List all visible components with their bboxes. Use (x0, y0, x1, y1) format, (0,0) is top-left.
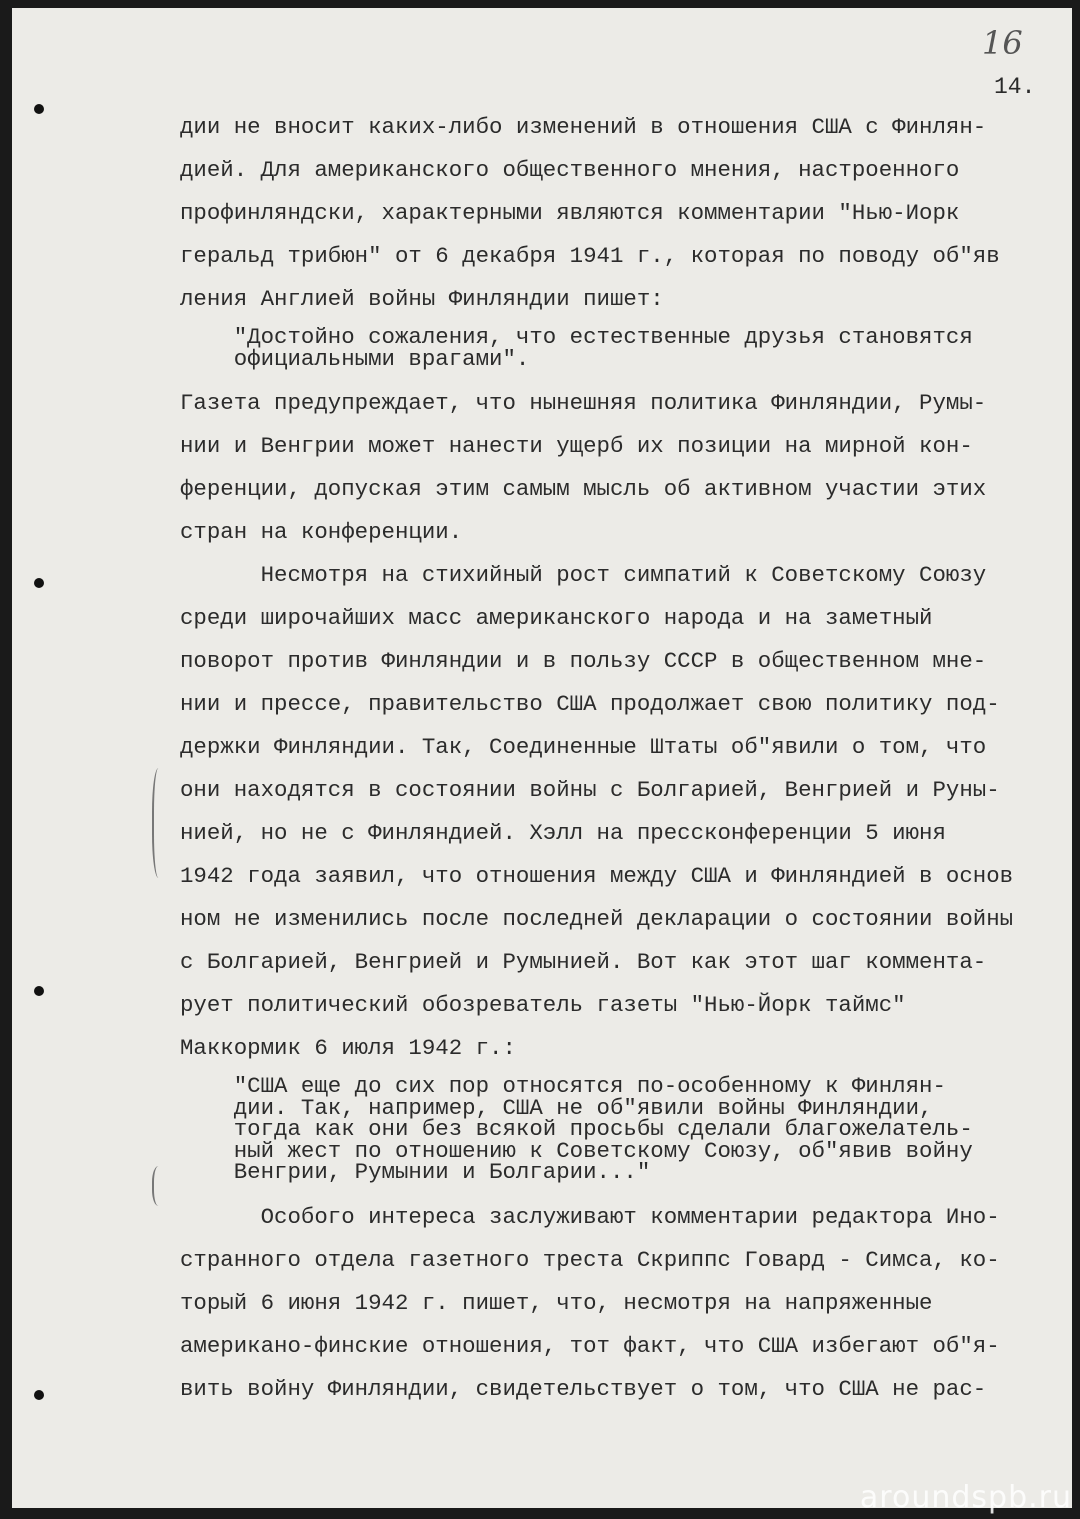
text-line: тогда как они без всякой просьбы сделали благожелатель- (180, 1116, 973, 1142)
punch-hole-icon (34, 1390, 44, 1400)
text-line: Венгрии, Румынии и Болгарии..." (180, 1159, 651, 1185)
text-line: ный жест по отношению к Советскому Союзу, об"явив войну (180, 1137, 973, 1164)
text-line: рует политический обозреватель газеты "Нью-Йорк таймс" (180, 992, 906, 1018)
text-line: среди широчайших масс американского народа и на заметный (180, 605, 933, 631)
text-line: они находятся в состоянии войны с Болгарией, Венгрией и Руны- (180, 777, 1000, 803)
text-line: "Достойно сожаления, что естественные друзья становятся (180, 324, 973, 350)
text-line: нии и прессе, правительство США продолжает свою политику под- (180, 691, 1000, 717)
punch-hole-icon (34, 986, 44, 996)
text-line: нией, но не с Финляндией. Хэлл на прессконференции 5 июня (180, 820, 946, 846)
text-line: ференции, допуская этим самым мысль об активном участии этих (180, 476, 987, 502)
page-number: 14. (994, 74, 1036, 100)
typed-body-text (180, 106, 1060, 1411)
punch-hole-icon (34, 104, 44, 114)
text-line: стран на конференции. (180, 519, 463, 545)
text-line: торый 6 июня 1942 г. пишет, что, несмотря на напряженные (180, 1289, 933, 1316)
text-line: Особого интереса заслуживают комментарии редактора Ино- (180, 1203, 1000, 1230)
text-line: официальными врагами". (180, 345, 530, 372)
text-line: вить войну Финляндии, свидетельствует о том, что США не рас- (180, 1375, 987, 1402)
margin-pencil-mark (152, 1166, 168, 1206)
handwritten-page-number: 16 (982, 24, 1023, 62)
margin-pencil-mark (152, 768, 168, 878)
text-line: дии. Так, например, США не об"явили войны Финляндии, (180, 1094, 933, 1121)
text-line: поворот против Финляндии и в пользу СССР в общественном мне- (180, 648, 987, 674)
text-line: геральд трибюн" от 6 декабря 1941 г., которая по поводу об"яв (180, 243, 1000, 269)
text-line: ления Англией войны Финляндии пишет: (180, 286, 664, 312)
text-line: 1942 года заявил, что отношения между США и Финляндией в основ (180, 863, 1014, 889)
text-line: "США еще до сих пор относятся по-особенному к Финлян- (180, 1073, 946, 1099)
punch-hole-icon (34, 578, 44, 588)
text-line: дии не вносит каких-либо изменений в отношения США с Финлян- (180, 114, 987, 140)
document-page (12, 8, 1072, 1508)
text-line: Маккормик 6 июля 1942 г.: (180, 1035, 516, 1061)
watermark: aroundspb.ru (859, 1480, 1072, 1515)
block-quote (180, 1073, 1060, 1185)
text-line: американо-финские отношения, тот факт, что США избегают об"я- (180, 1332, 1000, 1359)
text-line: ном не изменились после последней декларации о состоянии войны (180, 906, 1014, 932)
block-quote (180, 324, 1060, 372)
text-line: Несмотря на стихийный рост симпатий к Советскому Союзу (180, 562, 987, 588)
text-line: держки Финляндии. Так, Соединенные Штаты об"явили о том, что (180, 734, 987, 760)
text-line: с Болгарией, Венгрией и Румынией. Вот как этот шаг коммента- (180, 949, 987, 975)
text-line: дией. Для американского общественного мнения, настроенного (180, 157, 960, 183)
text-line: странного отдела газетного треста Скриппс Говард - Симса, ко- (180, 1246, 1000, 1273)
text-line: нии и Венгрии может нанести ущерб их позиции на мирной кон- (180, 433, 973, 459)
text-line: Газета предупреждает, что нынешняя политика Финляндии, Румы- (180, 390, 987, 416)
text-line: профинляндски, характерными являются комментарии "Нью-Иорк (180, 200, 960, 226)
